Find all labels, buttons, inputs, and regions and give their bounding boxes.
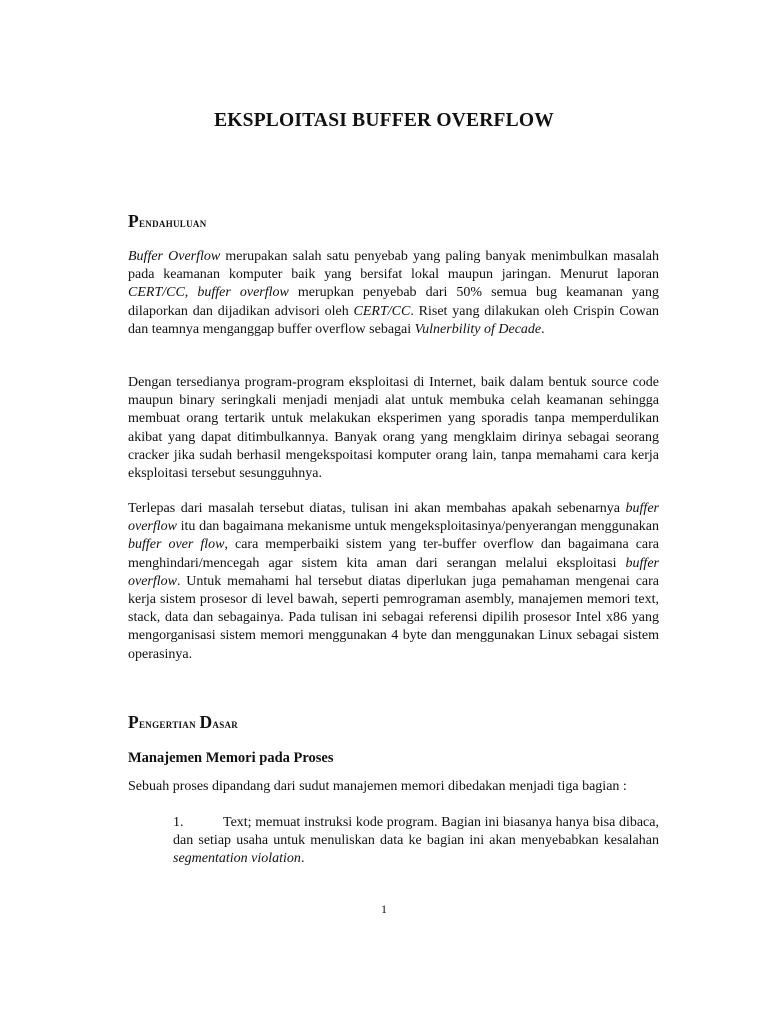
text-run: Text; memuat instruksi kode program. Bagian ini biasanya hanya bisa dibaca, dan setiap usaha untuk menuliskan data ke bagian ini akan menyebabkan kesalahan <box>173 815 659 849</box>
paragraph-2 <box>128 374 659 483</box>
text-run: . <box>300 851 305 867</box>
document-title: EKSPLOITASI BUFFER OVERFLOW <box>214 110 554 131</box>
list-item-number: 1. <box>173 815 184 830</box>
section-heading-pendahuluan <box>128 211 207 232</box>
list-item <box>173 814 659 869</box>
text-run: , cara memperbaiki sistem yang ter-buffer overflow dan bagaimana cara menghindari/mencegah agar sistem kita aman dari serangan melalui eksploitasi <box>128 537 660 571</box>
text-run: . Untuk memahami hal tersebut diatas diperlukan juga pemahaman mengenai cara kerja sistem prosesor di level bawah, seperti pemrograman asembly, manajemen memori text, stack, data dan sebagainya. Pada tulisan ini sebagai referensi dipilih prosesor Intel x86 yang mengorganisasi sistem memori menggunakan 4 byte dan menggunakan Linux sebagai sistem operasinya. <box>128 573 659 662</box>
italic-text: buffer over flow <box>128 537 225 553</box>
italic-text: segmentation violation <box>173 851 301 867</box>
paragraph-text <box>128 778 659 796</box>
text-run: itu dan bagaimana mekanisme untuk mengeksploitasinya/penyerangan menggunakan <box>177 519 659 535</box>
italic-text: buffer overflow <box>128 555 659 589</box>
list-item-text <box>173 815 659 866</box>
paragraph-text <box>128 500 659 664</box>
italic-text: Vulnerbility of Decade <box>414 321 542 337</box>
text-run: , <box>184 285 198 301</box>
paragraph-1 <box>128 248 659 339</box>
paragraph-4 <box>128 778 659 796</box>
paragraph-3 <box>128 500 659 664</box>
page-number: 1 <box>381 902 387 916</box>
text-run: . <box>541 321 545 337</box>
heading-initial: P <box>128 211 139 231</box>
heading-rest: asar <box>212 716 239 731</box>
italic-text: CERT/CC <box>353 303 411 319</box>
italic-text: Buffer Overflow <box>128 249 221 264</box>
italic-text: buffer overflow <box>197 285 289 301</box>
text-run: Dengan tersedianya program-program eksploitasi di Internet, baik dalam bentuk source code maupun binary seringkali menjadi menjadi alat untuk membuka celah keamanan sehingga membuat orang tertarik untuk melakukan eksperimen yang sporadis tanpa memperdulikan akibat yang dapat ditimbulkannya. Banyak orang yang mengklaim dirinya sebagai seorang cracker jika sudah berhasil mengekspoitasi komputer orang lain, tanpa memahami cara kerja eksploitasi tersebut sesungguhnya. <box>128 375 659 482</box>
italic-text: buffer overflow <box>128 501 659 535</box>
heading-initial: P <box>128 712 139 732</box>
heading-initial: D <box>199 712 213 732</box>
heading-rest: engertian <box>139 716 200 731</box>
section-heading-pengertian-dasar <box>128 712 238 733</box>
text-run: . Riset yang dilakukan oleh Crispin Cowan dan teamnya menganggap buffer overflow sebagai <box>128 303 659 337</box>
text-run: Terlepas dari masalah tersebut diatas, tulisan ini akan membahas apakah sebenarnya <box>128 501 626 516</box>
paragraph-text <box>128 248 659 339</box>
numbered-list <box>173 814 659 869</box>
text-run: merupakan salah satu penyebab yang paling banyak menimbulkan masalah pada keamanan komputer baik yang bersifat lokal maupun jaringan. Menurut laporan <box>128 249 659 283</box>
text-run: Sebuah proses dipandang dari sudut manajemen memori dibedakan menjadi tiga bagian : <box>128 779 627 794</box>
text-run: merupkan penyebab dari 50% semua bug keamanan yang dilaporkan dan dijadikan advisori oleh <box>128 285 660 319</box>
italic-text: CERT/CC <box>128 285 185 301</box>
subheading-manajemen-memori: Manajemen Memori pada Proses <box>128 750 334 766</box>
heading-rest: endahuluan <box>139 215 207 230</box>
paragraph-text <box>128 374 659 483</box>
